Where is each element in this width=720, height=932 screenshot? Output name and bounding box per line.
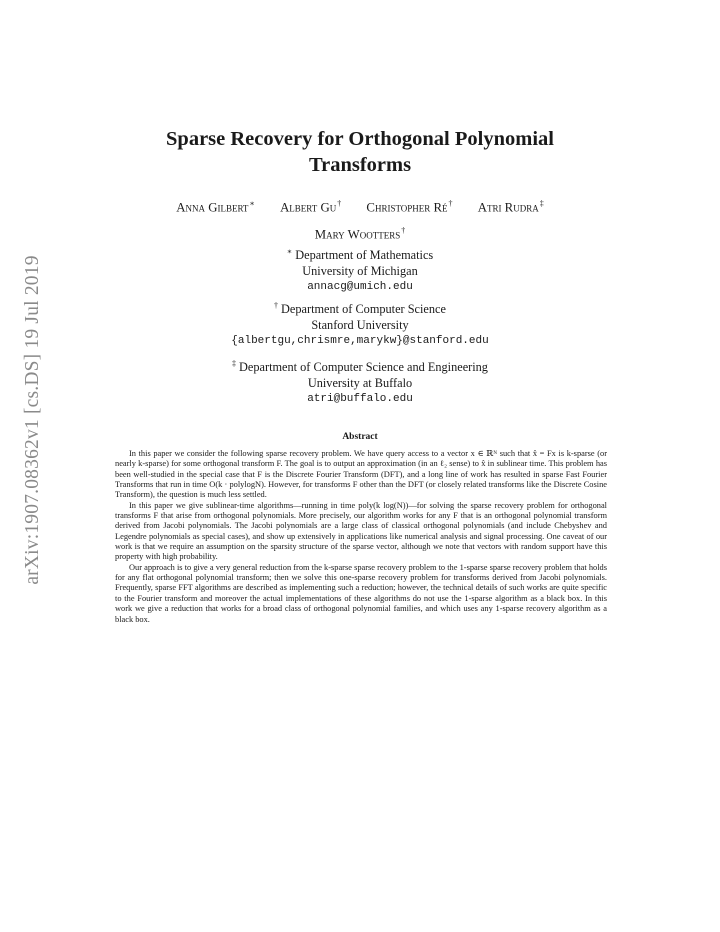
author-name: Atri Rudra	[477, 200, 539, 215]
author-name: Anna Gilbert	[176, 200, 249, 215]
department-name: Department of Computer Science	[281, 302, 446, 317]
affiliation-department	[110, 298, 610, 317]
arxiv-identifier: arXiv:1907.08362v1 [cs.DS] 19 Jul 2019	[22, 255, 43, 585]
department-name: Department of Mathematics	[295, 248, 434, 263]
author-entry	[280, 192, 341, 219]
author-affiliation-mark: †	[448, 199, 453, 208]
affiliation-mark: ‡	[232, 359, 237, 368]
author-affiliation-mark: †	[401, 226, 406, 236]
affiliation-department	[110, 244, 610, 263]
author-name: Mary Wootters	[314, 227, 401, 242]
affiliation-institution: University of Michigan	[302, 264, 418, 279]
author-entry	[176, 192, 255, 219]
affiliation-block	[110, 244, 610, 295]
affiliation-email: annacg@umich.edu	[307, 281, 413, 294]
author-entry	[366, 192, 452, 219]
affiliation-mark: †	[274, 301, 279, 310]
author-affiliation-mark: †	[337, 199, 342, 208]
arxiv-sidebar	[10, 230, 56, 610]
affiliation-institution: University at Buffalo	[307, 376, 413, 391]
abstract-paragraph: Our approach is to give a very general reduction from the k-sparse sparse recovery problem to the 1-sparse sparse recovery problem that holds for any flat orthogonal polynomial transform; then we solve this one-sparse recovery problem for transforms derived from Jacobi polynomials. Frequently, sparse FFT algorithms are described as implementing such a reduction; however, the technical details of such works are quite specific to the Fourier transform and moreover the actual implementations of these algorithms do not use the 1-sparse algorithm as a black box. In this work we give a reduction that works for a broad class of orthogonal polynomial families, and which uses any 1-sparse recovery algorithm as a black box.	[115, 562, 607, 624]
affiliation-email: {albertgu,chrismre,marykw}@stanford.edu	[231, 335, 489, 348]
department-name: Department of Computer Science and Engineering	[239, 360, 488, 375]
affiliation-block	[110, 298, 610, 349]
author-name: Christopher Ré	[366, 200, 448, 215]
author-entry	[315, 219, 405, 246]
affiliation-block	[110, 356, 610, 407]
abstract-paragraph: In this paper we consider the following sparse recovery problem. We have query access to a vector x ∈ ℝᴺ such that x̂ = Fx is k-sparse (or nearly k-sparse) for some orthogonal transform F. The goal is to output an approximation (in an ℓ₂ sense) to x̂ in sublinear time. This problem has been well-studied in the special case that F is the Discrete Fourier Transform (DFT), and a long line of work has resulted in sparse Fast Fourier Transforms that run in time O(k · polylogN). However, for transforms F other than the DFT (or closely related transforms like the Discrete Cosine Transform), the question is much less settled.	[115, 449, 607, 500]
affiliation-institution: Stanford University	[311, 318, 409, 333]
abstract-body	[115, 449, 607, 625]
paper-title: Sparse Recovery for Orthogonal Polynomial Transforms	[166, 128, 554, 176]
abstract-heading: Abstract	[342, 432, 378, 442]
affiliation-mark: ∗	[286, 247, 293, 256]
author-affiliation-mark: ‡	[539, 199, 544, 208]
affiliation-department	[110, 356, 610, 375]
affiliation-email: atri@buffalo.edu	[307, 393, 413, 406]
abstract-paragraph: In this paper we give sublinear-time algorithms—running in time poly(k log(N))—for solving the sparse recovery problem for orthogonal transforms F that arise from orthogonal polynomials. More precisely, our algorithm works for any F that is an orthogonal polynomial transform derived from Jacobi polynomials. The Jacobi polynomials are a large class of classical orthogonal polynomials (and include Chebyshev and Legendre polynomials as special cases), and show up extensively in applications like numerical analysis and signal processing. One caveat of our work is that we require an assumption on the sparsity structure of the sparse vector, although we note that vectors with random support have this property with high probability.	[115, 500, 607, 562]
author-name: Albert Gu	[280, 200, 337, 215]
author-affiliation-mark: ∗	[249, 199, 255, 208]
author-entry	[478, 192, 544, 219]
author-list	[110, 192, 610, 247]
